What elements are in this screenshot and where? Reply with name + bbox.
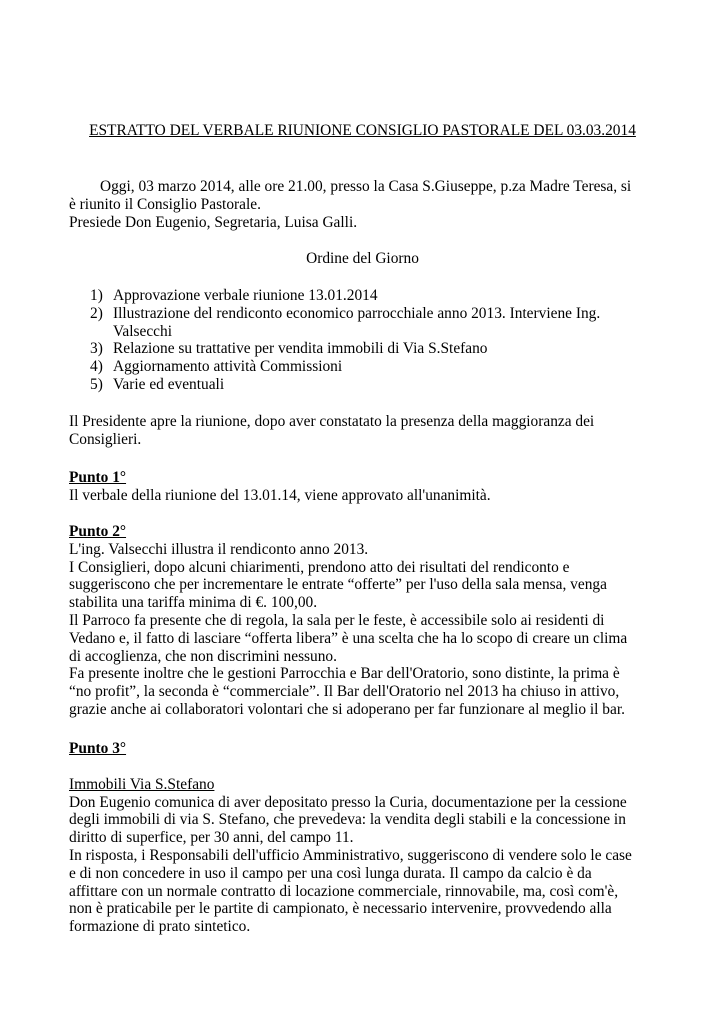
agenda-item <box>69 340 659 358</box>
agenda-item <box>69 287 659 305</box>
agenda-item-number: 3) <box>90 340 103 358</box>
punto2-line: suggeriscono che per incrementare le entrate “offerte” per l'uso della sala mensa, venga <box>69 576 607 594</box>
document-title: ESTRATTO DEL VERBALE RIUNIONE CONSIGLIO PASTORALE DEL 03.03.2014 <box>89 122 636 139</box>
punto2-line: di accoglienza, che non discrimini nessuno. <box>69 647 337 665</box>
punto2-line: Vedano e, il fatto di lasciare “offerta libera” è una scelta che ha lo scopo di creare un clima <box>69 629 628 647</box>
agenda-item-text: Approvazione verbale riunione 13.01.2014 <box>113 287 378 304</box>
agenda-item-text <box>113 305 600 341</box>
punto2-line: grazie anche ai collaboratori volontari che si adoperano per far funzionare al meglio il bar. <box>69 700 625 718</box>
punto3-line: degli immobili di via S. Stefano, che prevedeva: la vendita degli stabili e la concessione in <box>69 811 626 829</box>
punto2-line: L'ing. Valsecchi illustra il rendiconto anno 2013. <box>69 540 369 558</box>
agenda-item-line: Valsecchi <box>113 322 172 340</box>
punto3-line: diritto di superfice, per 30 anni, del campo 11. <box>69 829 354 847</box>
punto3-line: Don Eugenio comunica di aver depositato presso la Curia, documentazione per la cessione <box>69 793 627 811</box>
agenda-item-text: Varie ed eventuali <box>113 375 225 393</box>
punto2-line: “no profit”, la seconda è “commerciale”. Il Bar dell'Oratorio nel 2013 ha chiuso in attivo, <box>69 683 620 701</box>
punto1-section <box>69 469 659 505</box>
agenda-item <box>69 305 659 341</box>
agenda-item <box>69 376 659 394</box>
punto3-heading: Punto 3° <box>69 740 127 757</box>
intro-line: è riunito il Consiglio Pastorale. <box>69 195 261 213</box>
opening-line: Il Presidente apre la riunione, dopo aver constatato la presenza della maggioranza dei <box>69 413 595 430</box>
agenda-list <box>69 287 659 394</box>
punto3-subheading: Immobili Via S.Stefano <box>69 775 215 793</box>
punto1-heading: Punto 1° <box>69 469 127 486</box>
agenda-item-number: 1) <box>90 287 103 304</box>
agenda-heading: Ordine del Giorno <box>306 250 419 267</box>
agenda-item-number: 5) <box>90 375 103 393</box>
intro-line: Oggi, 03 marzo 2014, alle ore 21.00, presso la Casa S.Giuseppe, p.za Madre Teresa, si <box>100 178 632 195</box>
opening-paragraph <box>69 413 659 449</box>
punto2-line: stabilita una tariffa minima di €. 100,00. <box>69 594 318 612</box>
agenda-item-text: Aggiornamento attività Commissioni <box>113 358 343 376</box>
agenda-item-text: Relazione su trattative per vendita immobili di Via S.Stefano <box>113 340 488 358</box>
intro-paragraph <box>69 178 659 231</box>
punto3-section <box>69 740 659 936</box>
punto2-line: I Consiglieri, dopo alcuni chiarimenti, prendono atto dei risultati del rendiconto e <box>69 558 570 576</box>
punto3-line: formazione di prato sintetico. <box>69 918 251 936</box>
agenda-item <box>69 358 659 376</box>
punto3-line: affittare con un normale contratto di locazione commerciale, rinnovabile, ma, così com'è, <box>69 882 619 900</box>
punto2-line: Il Parroco fa presente che di regola, la sala per le feste, è accessibile solo ai residenti di <box>69 611 605 629</box>
spacer <box>69 758 659 776</box>
punto2-section <box>69 523 659 719</box>
agenda-item-number: 4) <box>90 358 103 376</box>
opening-line: Consiglieri. <box>69 430 142 448</box>
punto2-heading: Punto 2° <box>69 523 127 540</box>
agenda-item-line: Illustrazione del rendiconto economico parrocchiale anno 2013. Interviene Ing. <box>113 304 601 322</box>
agenda-item-number: 2) <box>90 304 103 322</box>
punto2-line: Fa presente inoltre che le gestioni Parrocchia e Bar dell'Oratorio, sono distinte, la prima è <box>69 665 620 683</box>
punto1-line: Il verbale della riunione del 13.01.14, viene approvato all'unanimità. <box>69 486 491 504</box>
punto3-line: e di non concedere in uso il campo per una così lunga durata. Il campo da calcio è da <box>69 864 592 882</box>
punto3-line: In risposta, i Responsabili dell'ufficio Amministrativo, suggeriscono di vendere solo le case <box>69 846 632 864</box>
intro-line: Presiede Don Eugenio, Segretaria, Luisa Galli. <box>69 213 358 231</box>
punto3-line: non è praticabile per le partite di campionato, è necessario intervenire, provvedendo alla <box>69 900 612 918</box>
